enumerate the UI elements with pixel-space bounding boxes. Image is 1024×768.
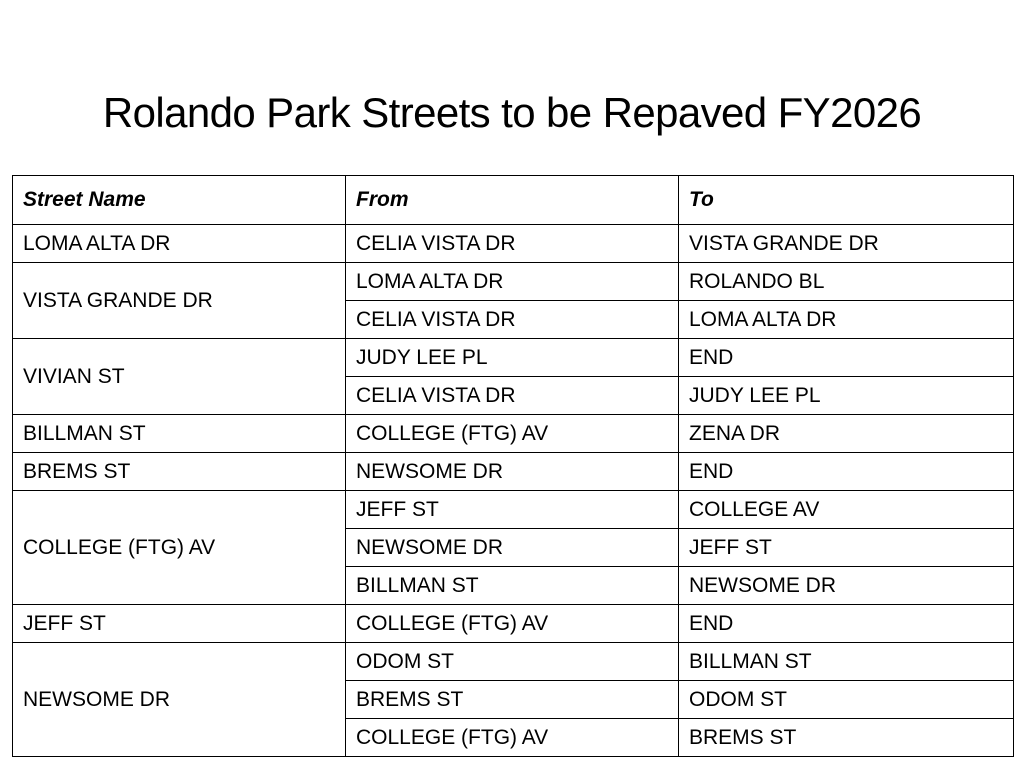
table-row xyxy=(13,225,1014,263)
to-cell: BILLMAN ST xyxy=(679,643,1014,681)
from-cell: NEWSOME DR xyxy=(346,529,679,567)
from-cell: COLLEGE (FTG) AV xyxy=(346,605,679,643)
from-cell: BREMS ST xyxy=(346,681,679,719)
to-cell: ZENA DR xyxy=(679,415,1014,453)
to-cell: ODOM ST xyxy=(679,681,1014,719)
to-cell: JUDY LEE PL xyxy=(679,377,1014,415)
from-cell: JEFF ST xyxy=(346,491,679,529)
table-row xyxy=(13,605,1014,643)
table-row xyxy=(13,415,1014,453)
street-name-cell: LOMA ALTA DR xyxy=(13,225,346,263)
table-row xyxy=(13,643,1014,681)
to-cell: END xyxy=(679,605,1014,643)
street-name-cell: BREMS ST xyxy=(13,453,346,491)
table-row xyxy=(13,453,1014,491)
to-cell: VISTA GRANDE DR xyxy=(679,225,1014,263)
from-cell: COLLEGE (FTG) AV xyxy=(346,719,679,757)
from-cell: JUDY LEE PL xyxy=(346,339,679,377)
street-name-cell: BILLMAN ST xyxy=(13,415,346,453)
page-title: Rolando Park Streets to be Repaved FY2026 xyxy=(102,89,922,136)
from-cell: ODOM ST xyxy=(346,643,679,681)
from-cell: CELIA VISTA DR xyxy=(346,377,679,415)
street-name-cell: VISTA GRANDE DR xyxy=(13,263,346,339)
street-name-cell: NEWSOME DR xyxy=(13,643,346,757)
column-header-street-name: Street Name xyxy=(13,176,346,225)
to-cell: ROLANDO BL xyxy=(679,263,1014,301)
to-cell: COLLEGE AV xyxy=(679,491,1014,529)
header-row xyxy=(13,176,1014,225)
to-cell: NEWSOME DR xyxy=(679,567,1014,605)
from-cell: NEWSOME DR xyxy=(346,453,679,491)
repaving-table xyxy=(12,175,1014,757)
to-cell: END xyxy=(679,453,1014,491)
to-cell: LOMA ALTA DR xyxy=(679,301,1014,339)
to-cell: BREMS ST xyxy=(679,719,1014,757)
column-header-from: From xyxy=(346,176,679,225)
to-cell: END xyxy=(679,339,1014,377)
table-row xyxy=(13,263,1014,301)
to-cell: JEFF ST xyxy=(679,529,1014,567)
street-name-cell: COLLEGE (FTG) AV xyxy=(13,491,346,605)
from-cell: LOMA ALTA DR xyxy=(346,263,679,301)
from-cell: BILLMAN ST xyxy=(346,567,679,605)
street-name-cell: VIVIAN ST xyxy=(13,339,346,415)
from-cell: CELIA VISTA DR xyxy=(346,225,679,263)
column-header-to: To xyxy=(679,176,1014,225)
table-row xyxy=(13,491,1014,529)
street-name-cell: JEFF ST xyxy=(13,605,346,643)
from-cell: CELIA VISTA DR xyxy=(346,301,679,339)
from-cell: COLLEGE (FTG) AV xyxy=(346,415,679,453)
table-row xyxy=(13,339,1014,377)
